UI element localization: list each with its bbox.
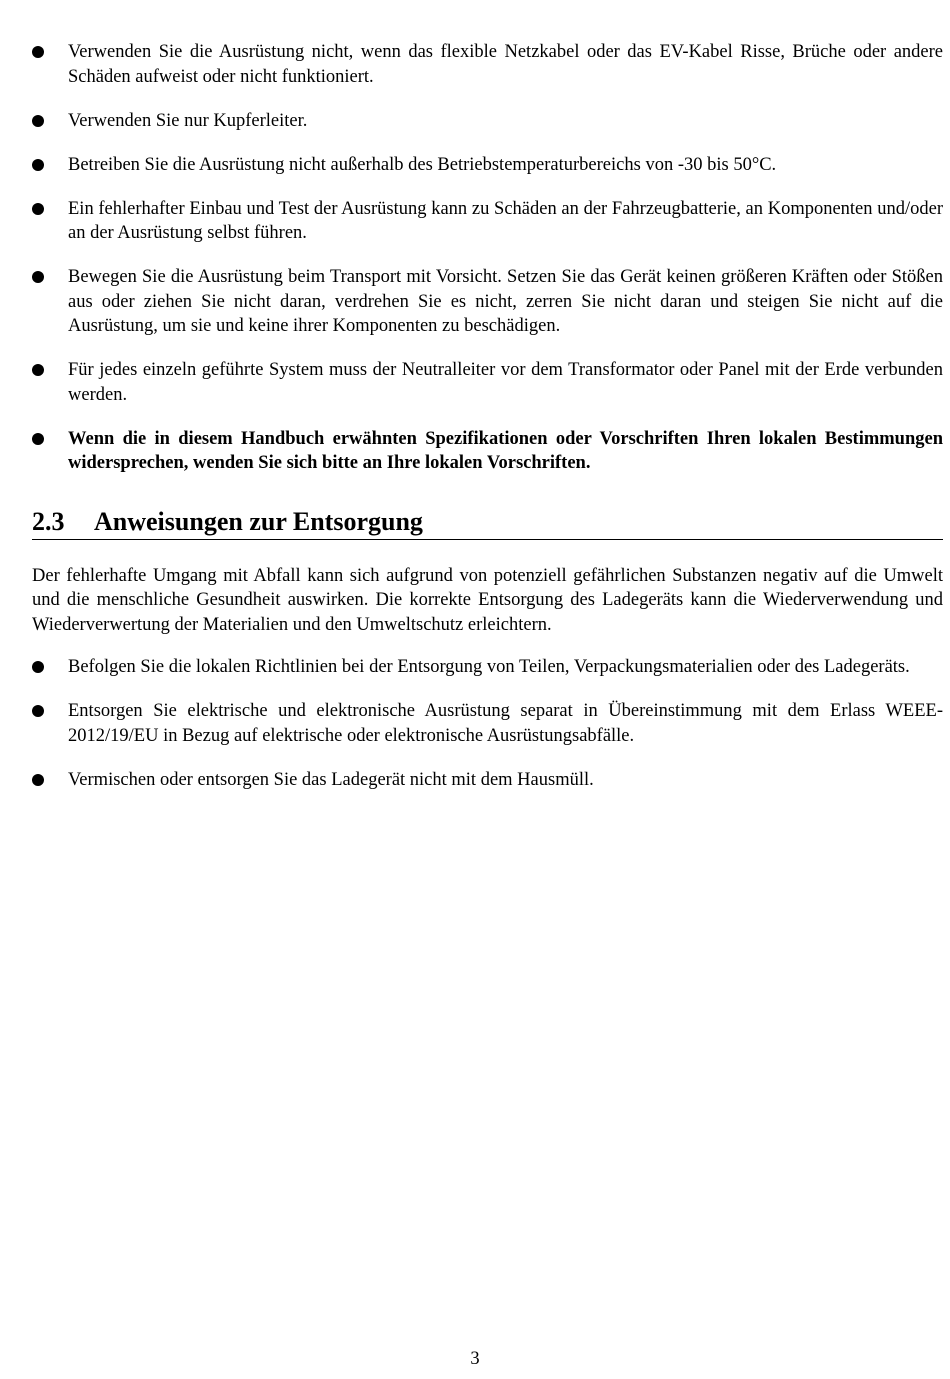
- list-item: [32, 358, 943, 407]
- list-item-text: Verwenden Sie nur Kupferleiter.: [68, 110, 308, 131]
- list-item-text: Befolgen Sie die lokalen Richtlinien bei der Entsorgung von Teilen, Verpackungsmaterialien oder des Ladegeräts.: [68, 657, 910, 677]
- list-item-text: Für jedes einzeln geführte System muss der Neutralleiter vor dem Transformator oder Panel mit der Erde verbunden werden.: [68, 360, 943, 405]
- bullet-dot-icon: [32, 271, 44, 283]
- document-page: [32, 40, 943, 812]
- bullet-dot-icon: [32, 774, 44, 786]
- section-intro-paragraph: Der fehlerhafte Umgang mit Abfall kann sich aufgrund von potenziell gefährlichen Substanzen negativ auf die Umwelt und die menschliche Gesundheit auswirken. Die korrekte Entsorgung des Ladegeräts kann die Wiederverwendung und Wiederverwertung der Materialien und den Umweltschutz erleichtern.: [32, 565, 943, 635]
- bullet-dot-icon: [32, 433, 44, 445]
- list-item: [32, 655, 943, 680]
- list-item: [32, 109, 943, 134]
- list-item-text: Entsorgen Sie elektrische und elektronische Ausrüstung separat in Übereinstimmung mit dem Erlass WEEE-2012/19/EU in Bezug auf elektrische oder elektronische Ausrüstungsabfälle.: [68, 701, 943, 746]
- list-item: [32, 153, 943, 178]
- list-item-text: Betreiben Sie die Ausrüstung nicht außerhalb des Betriebstemperaturbereichs von -30 bis 50°C.: [68, 154, 777, 175]
- section-title: Anweisungen zur Entsorgung: [94, 506, 423, 536]
- list-item: [32, 265, 943, 339]
- list-item-text: Wenn die in diesem Handbuch erwähnten Spezifikationen oder Vorschriften Ihren lokalen Bestimmungen widersprechen, wenden Sie sich bitte an Ihre lokalen Vorschriften.: [68, 428, 943, 473]
- bullet-dot-icon: [32, 159, 44, 171]
- list-item-text: Vermischen oder entsorgen Sie das Ladegerät nicht mit dem Hausmüll.: [68, 769, 594, 790]
- bullet-dot-icon: [32, 115, 44, 127]
- bullet-dot-icon: [32, 364, 44, 376]
- list-item: [32, 40, 943, 89]
- bullet-dot-icon: [32, 705, 44, 717]
- bullet-dot-icon: [32, 661, 44, 673]
- disposal-bullet-list: [32, 655, 943, 792]
- list-item-text: Ein fehlerhafter Einbau und Test der Ausrüstung kann zu Schäden an der Fahrzeugbatterie, an Komponenten und/oder an der Ausrüstung selbst führen.: [68, 198, 943, 243]
- list-item: [32, 768, 943, 793]
- list-item-text: Verwenden Sie die Ausrüstung nicht, wenn das flexible Netzkabel oder das EV-Kabel Risse, Brüche oder andere Schäden aufweist oder nicht funktioniert.: [68, 42, 943, 87]
- page-number: 3: [470, 1349, 480, 1369]
- list-item-bold-notice: [32, 427, 943, 476]
- list-item-text: Bewegen Sie die Ausrüstung beim Transport mit Vorsicht. Setzen Sie das Gerät keinen größeren Kräften oder Stößen aus oder ziehen Sie nicht daran, verdrehen Sie es nicht, zerren Sie nicht daran und steigen Sie nicht auf die Ausrüstung, um sie und keine ihrer Komponenten zu beschädigen.: [68, 267, 943, 336]
- bullet-dot-icon: [32, 46, 44, 58]
- section-heading: [32, 508, 943, 540]
- list-item: [32, 699, 943, 748]
- bullet-dot-icon: [32, 203, 44, 215]
- section-number: 2.3: [32, 506, 65, 536]
- safety-bullet-list: [32, 40, 943, 476]
- list-item: [32, 197, 943, 246]
